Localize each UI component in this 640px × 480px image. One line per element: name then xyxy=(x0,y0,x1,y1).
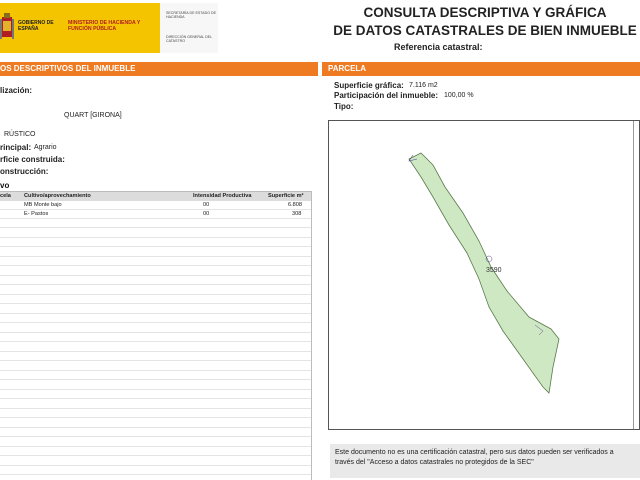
localizacion-value: QUART [GIRONA] xyxy=(64,112,122,119)
col-intensidad: Intensidad Productiva xyxy=(193,193,252,199)
table-row-empty xyxy=(0,219,312,228)
uso-value: Agrario xyxy=(34,144,57,151)
table-row-empty xyxy=(0,333,312,342)
table-row-empty xyxy=(0,400,312,409)
table-row-empty xyxy=(0,466,312,475)
logo-yellow-band xyxy=(0,3,160,53)
page-title xyxy=(330,4,640,40)
table-header xyxy=(0,192,312,201)
table-row-empty xyxy=(0,352,312,361)
parcela-bar: PARCELA xyxy=(322,62,640,76)
col-parcela: cela xyxy=(0,193,11,199)
uso-label: rincipal: xyxy=(0,143,32,152)
table-row-empty xyxy=(0,257,312,266)
cultivo-table xyxy=(0,191,312,480)
note-line-2: través del "Acceso a datos catastrales no protegidos de la SEC" xyxy=(335,459,534,466)
table-row-empty xyxy=(0,438,312,447)
table-row-empty xyxy=(0,276,312,285)
col-cultivo: Cultivo/aprovechamiento xyxy=(24,193,91,199)
table-row-empty xyxy=(0,305,312,314)
table-row-empty xyxy=(0,362,312,371)
table-row-empty xyxy=(0,229,312,238)
table-row-empty xyxy=(0,238,312,247)
cell-cultivo: MB Monte bajo xyxy=(24,202,62,208)
disclaimer-note xyxy=(330,444,640,478)
title-line-2: DE DATOS CATASTRALES DE BIEN INMUEBLE xyxy=(333,23,637,38)
table-row-empty xyxy=(0,476,312,480)
cell-superficie: 308 xyxy=(292,211,302,217)
ministerio-text: MINISTERIO DE HACIENDA Y FUNCIÓN PÚBLICA xyxy=(68,20,141,32)
participacion-label: Participación del inmueble: xyxy=(334,91,439,100)
superficie-construida-label: rficie construida: xyxy=(0,155,65,164)
localizacion-label: lización: xyxy=(0,86,33,95)
table-row-empty xyxy=(0,286,312,295)
table-row-empty xyxy=(0,324,312,333)
coat-of-arms-icon xyxy=(0,11,14,43)
table-row-empty xyxy=(0,428,312,437)
table-row-empty xyxy=(0,371,312,380)
gobierno-text: GOBIERNO DE ESPAÑA xyxy=(18,20,54,32)
referencia-catastral-label: Referencia catastral: xyxy=(394,42,483,52)
parcel-number-label: 3590 xyxy=(486,267,502,274)
table-row-empty xyxy=(0,457,312,466)
superficie-grafica-label: Superficie gráfica: xyxy=(334,81,404,90)
cultivo-title: vo xyxy=(0,181,10,190)
parcel-shape xyxy=(329,121,639,429)
clase-value: RÚSTICO xyxy=(4,131,36,138)
table-row-empty xyxy=(0,267,312,276)
map-ruler xyxy=(633,121,639,429)
parcel-map[interactable] xyxy=(328,120,640,430)
government-logo xyxy=(0,3,218,53)
col-superficie: Superficie m² xyxy=(268,193,304,199)
table-row-empty xyxy=(0,409,312,418)
title-line-1: CONSULTA DESCRIPTIVA Y GRÁFICA xyxy=(363,5,607,20)
datos-descriptivos-bar: OS DESCRIPTIVOS DEL INMUEBLE xyxy=(0,62,318,76)
secretaria-text: SECRETARÍA DE ESTADO DE HACIENDA xyxy=(166,11,216,20)
cell-intensidad: 00 xyxy=(203,211,210,217)
superficie-grafica-value: 7.116 m2 xyxy=(409,82,438,89)
table-row-empty xyxy=(0,343,312,352)
note-line-1: Este documento no es una certificación catastral, pero sus datos pueden ser verificados a xyxy=(335,449,614,456)
table-row xyxy=(0,201,312,210)
cell-superficie: 6.808 xyxy=(288,202,302,208)
ano-construccion-label: onstrucción: xyxy=(0,167,49,176)
table-row-empty xyxy=(0,390,312,399)
table-row-empty xyxy=(0,381,312,390)
table-row-empty xyxy=(0,447,312,456)
cell-cultivo: E- Pastos xyxy=(24,211,49,217)
tipo-label: Tipo: xyxy=(334,102,354,111)
table-row-empty xyxy=(0,295,312,304)
table-row xyxy=(0,210,312,219)
direccion-text: DIRECCIÓN GENERAL DEL CATASTRO xyxy=(166,35,213,44)
table-row-empty xyxy=(0,314,312,323)
cell-intensidad: 00 xyxy=(203,202,210,208)
table-row-empty xyxy=(0,419,312,428)
participacion-value: 100,00 % xyxy=(444,92,474,99)
table-row-empty xyxy=(0,248,312,257)
